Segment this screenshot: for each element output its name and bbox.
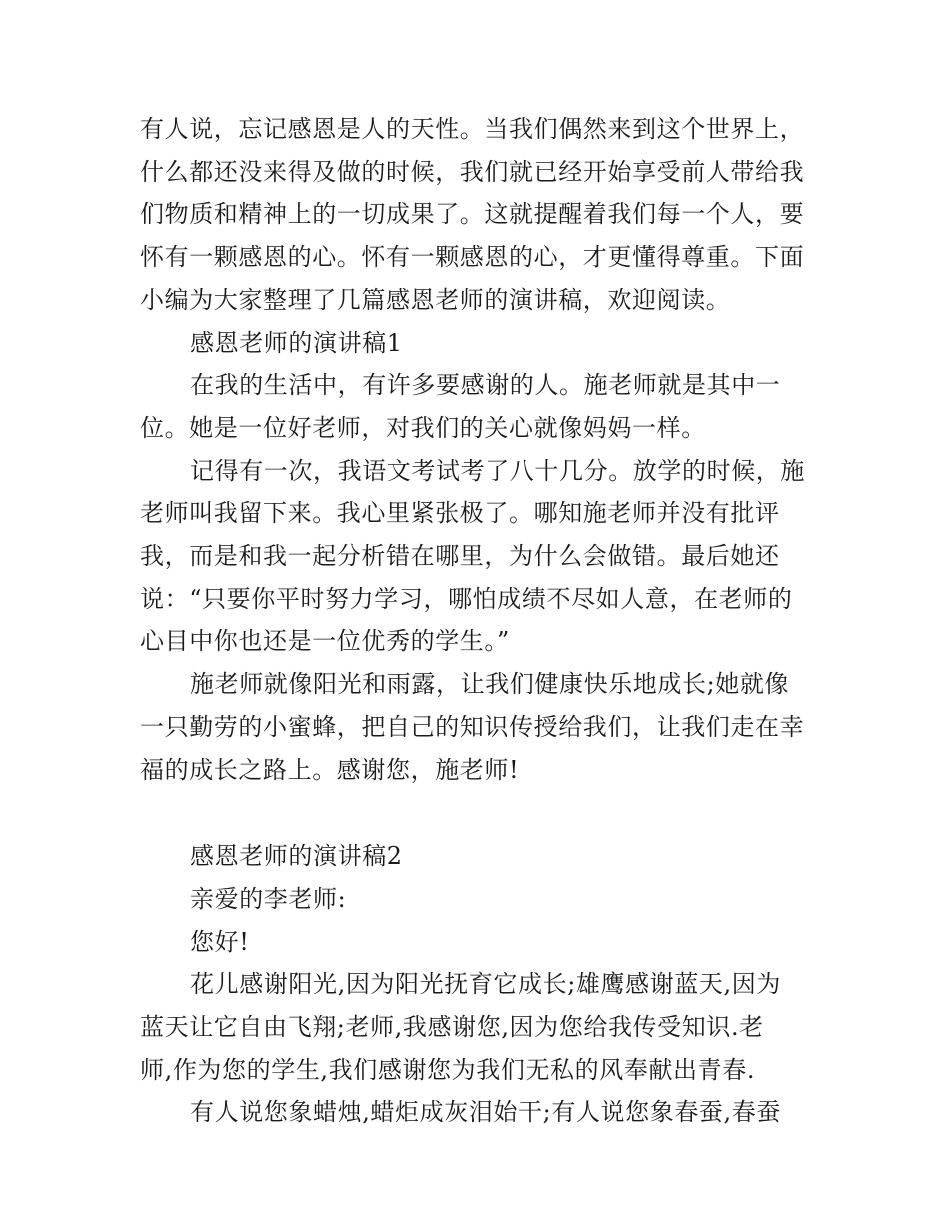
speech2-greeting: 您好! bbox=[190, 927, 250, 956]
speech1-paragraph-2 bbox=[140, 450, 812, 664]
text-line: 师,作为您的学生,我们感谢您为我们无私的风奉献出青春. bbox=[140, 1055, 756, 1084]
section-gap bbox=[140, 791, 812, 835]
text-line: 在我的生活中，有许多要感谢的人。施老师就是其中一 bbox=[190, 371, 781, 400]
text-line: 心目中你也还是一位优秀的学生。” bbox=[140, 627, 510, 656]
document-page bbox=[140, 108, 812, 1134]
text-line: 福的成长之路上。感谢您，施老师! bbox=[140, 755, 520, 784]
text-line: 位。她是一位好老师，对我们的关心就像妈妈一样。 bbox=[140, 413, 706, 442]
text-line: 我，而是和我一起分析错在哪里，为什么会做错。最后她还 bbox=[140, 542, 780, 571]
intro-paragraph bbox=[140, 108, 812, 322]
text-line: 怀有一颗感恩的心。怀有一颗感恩的心，才更懂得尊重。下面 bbox=[140, 243, 805, 272]
text-line: 老师叫我留下来。我心里紧张极了。哪知施老师并没有批评 bbox=[140, 499, 780, 528]
text-line: 什么都还没来得及做的时候，我们就已经开始享受前人带给我 bbox=[140, 157, 805, 186]
text-line: 一只勤劳的小蜜蜂，把自己的知识传授给我们，让我们走在幸 bbox=[140, 712, 805, 741]
speech1-paragraph-3 bbox=[140, 663, 812, 791]
text-line: 说：“只要你平时努力学习，哪怕成绩不尽如人意，在老师的 bbox=[140, 584, 793, 613]
speech1-title: 感恩老师的演讲稿1 bbox=[190, 328, 403, 357]
speech1-paragraph-1 bbox=[140, 364, 812, 449]
text-line: 蓝天让它自由飞翔;老师,我感谢您,因为您给我传受知识.老 bbox=[140, 1013, 764, 1042]
text-line: 记得有一次，我语文考试考了八十几分。放学的时候，施 bbox=[190, 456, 805, 485]
speech2-paragraph-2 bbox=[140, 1091, 812, 1134]
text-line: 施老师就像阳光和雨露，让我们健康快乐地成长;她就像 bbox=[190, 670, 790, 699]
text-line: 有人说，忘记感恩是人的天性。当我们偶然来到这个世界上， bbox=[140, 115, 805, 143]
text-line: 们物质和精神上的一切成果了。这就提醒着我们每一个人，要 bbox=[140, 200, 805, 229]
speech2-paragraph-1 bbox=[140, 963, 812, 1091]
text-line: 花儿感谢阳光,因为阳光抚育它成长;雄鹰感谢蓝天,因为 bbox=[190, 970, 781, 999]
speech2-title: 感恩老师的演讲稿2 bbox=[190, 842, 403, 871]
speech2-salutation: 亲爱的李老师: bbox=[190, 884, 347, 913]
text-line: 有人说您象蜡烛,蜡炬成灰泪始干;有人说您象春蚕,春蚕 bbox=[190, 1098, 781, 1127]
text-line: 小编为大家整理了几篇感恩老师的演讲稿，欢迎阅读。 bbox=[140, 285, 731, 314]
